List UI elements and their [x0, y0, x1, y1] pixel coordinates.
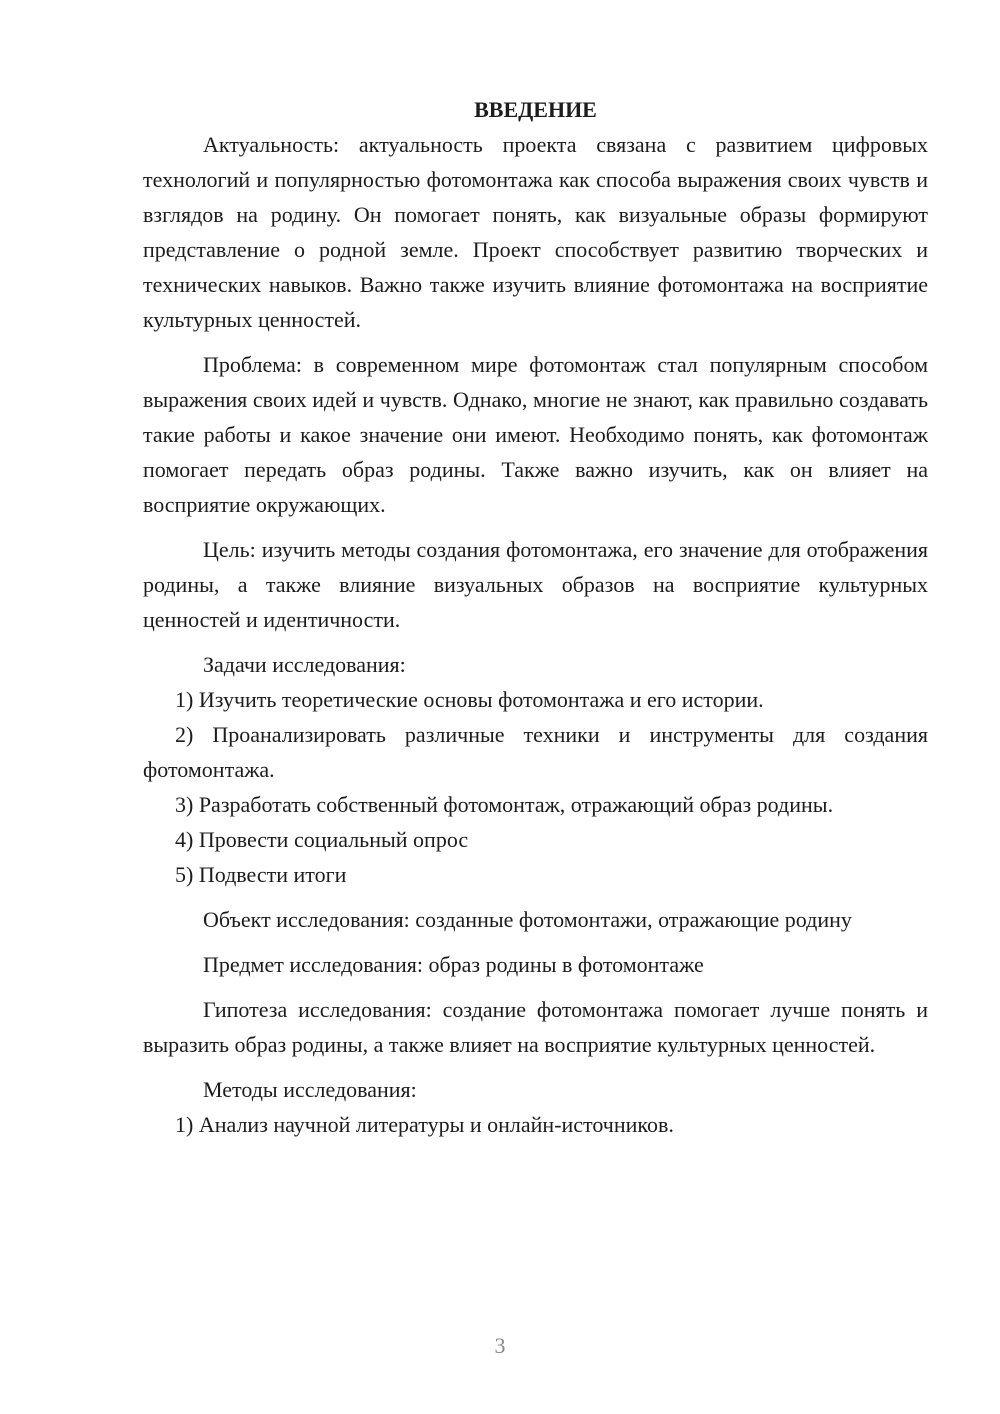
- task-item-4: 4) Провести социальный опрос: [175, 827, 469, 852]
- method-item-1: 1) Анализ научной литературы и онлайн-источников.: [175, 1112, 674, 1137]
- task-item-1: 1) Изучить теоретические основы фотомонтажа и его истории.: [175, 687, 764, 712]
- paragraph-goal: Цель: изучить методы создания фотомонтажа, его значение для отображения родины, а также влияние визуальных образов на восприятие культурных ценностей и идентичности.: [143, 537, 928, 632]
- task-item-5: 5) Подвести итоги: [175, 862, 347, 887]
- document-page: [143, 92, 928, 1142]
- tasks-heading: Задачи исследования:: [203, 652, 406, 677]
- methods-heading: Методы исследования:: [203, 1077, 417, 1102]
- task-item-3: 3) Разработать собственный фотомонтаж, отражающий образ родины.: [175, 792, 834, 817]
- paragraph-problem: Проблема: в современном мире фотомонтаж стал популярным способом выражения своих идей и чувств. Однако, многие не знают, как правильно создавать такие работы и какое значение они имеют. Необходимо понять, как фотомонтаж помогает передать образ родины. Также важно изучить, как он влияет на восприятие окружающих.: [143, 352, 928, 517]
- document-title: ВВЕДЕНИЕ: [474, 97, 597, 122]
- paragraph-relevance: Актуальность: актуальность проекта связана с развитием цифровых технологий и популярностью фотомонтажа как способа выражения своих чувств и взглядов на родину. Он помогает понять, как визуальные образы формируют представление о родной земле. Проект способствует развитию творческих и технических навыков. Важно также изучить влияние фотомонтажа на восприятие культурных ценностей.: [143, 132, 928, 332]
- research-object: Объект исследования: созданные фотомонтажи, отражающие родину: [203, 907, 852, 932]
- page-number: 3: [494, 1333, 506, 1358]
- research-subject: Предмет исследования: образ родины в фотомонтаже: [203, 952, 704, 977]
- research-hypothesis: Гипотеза исследования: создание фотомонтажа помогает лучше понять и выразить образ родины, а также влияет на восприятие культурных ценностей.: [143, 997, 928, 1057]
- task-item-2: 2) Проанализировать различные техники и инструменты для создания фотомонтажа.: [143, 722, 928, 782]
